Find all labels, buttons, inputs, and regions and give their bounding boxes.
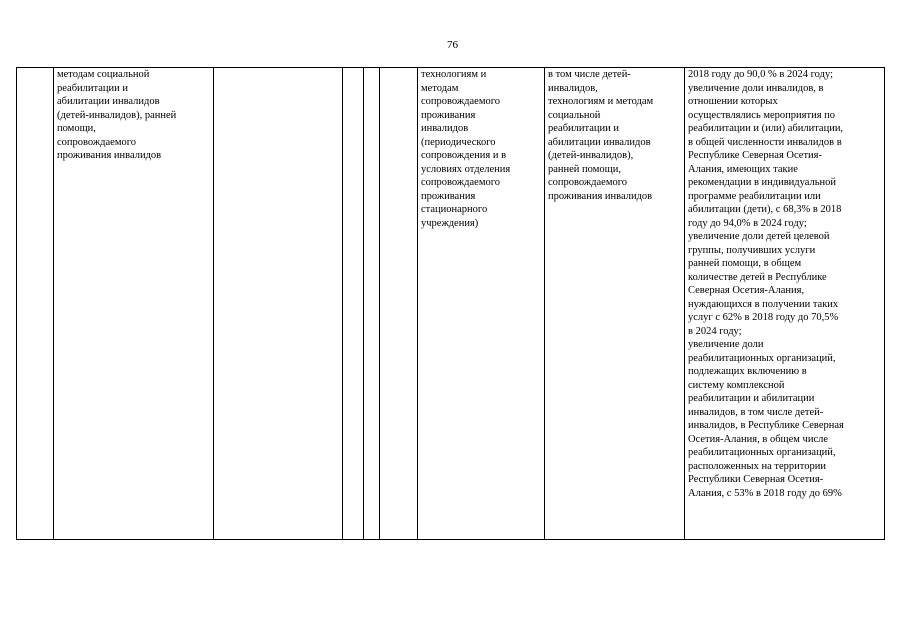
cell-text-line: проживания инвалидов [57, 150, 162, 161]
cell-text-line: помощи, [57, 123, 96, 134]
cell-text-line: абилитации инвалидов [57, 96, 160, 107]
cell-text-line: рекомендации в индивидуальной [688, 177, 837, 188]
cell-text-line: реабилитационных организаций, [688, 352, 836, 364]
cell-text-line: учреждения) [421, 217, 479, 229]
cell-text-line: программе реабилитации или [688, 190, 821, 202]
cell-text-line: инвалидов [421, 123, 469, 134]
table-cell-activity [54, 68, 214, 540]
cell-text-line: систему комплексной [688, 379, 785, 391]
cell-text-line: условиях отделения [421, 163, 511, 175]
cell-text-line: реабилитационных организаций, [688, 447, 836, 458]
table-cell-empty [343, 68, 364, 540]
cell-text-line: реабилитации и [57, 82, 128, 94]
cell-text-line: инвалидов, в Республике Северная [688, 420, 844, 431]
cell-text-line: в том числе детей- [548, 69, 631, 80]
cell-text-line: Алания, имеющих такие [688, 163, 798, 175]
cell-text-line: Республике Северная Осетия- [688, 150, 822, 161]
cell-text-line: услуг с 62% в 2018 году до 70,5% [688, 312, 839, 323]
cell-text-line: ранней помощи, в общем [688, 258, 802, 269]
cell-text-line: отношении которых [688, 96, 778, 107]
cell-text-line: году до 94,0% в 2024 году; [688, 217, 807, 229]
table-cell-technologies [418, 68, 545, 540]
cell-text-line: технологиям и [421, 69, 487, 80]
cell-text-line: абилитации (дети), с 68,3% в 2018 [688, 204, 842, 215]
cell-text-line: социальной [548, 109, 601, 121]
cell-text-line: технологиям и методам [548, 96, 654, 107]
table-cell-empty [364, 68, 380, 540]
cell-text-line: сопровождаемого [548, 177, 628, 188]
cell-text-line: (периодического [421, 136, 496, 148]
cell-text-line: нуждающихся в получении таких [688, 298, 839, 310]
cell-text-line: абилитации инвалидов [548, 136, 651, 148]
cell-text-line: увеличение доли [688, 339, 764, 350]
cell-text-line: реабилитации и абилитации [688, 393, 815, 404]
cell-text-line: (детей-инвалидов), [548, 150, 634, 161]
cell-text-line: сопровождения и в [421, 150, 507, 161]
table-row [17, 68, 885, 540]
cell-text-line: расположенных на территории [688, 460, 826, 472]
cell-text-line: реабилитации и (или) абилитации, [688, 123, 844, 134]
table-cell-index [17, 68, 54, 540]
cell-text-line: сопровождаемого [421, 96, 501, 107]
cell-text-line: сопровождаемого [421, 177, 501, 188]
cell-text-line: Республики Северная Осетия- [688, 474, 824, 485]
cell-text-line: проживания инвалидов [548, 190, 653, 202]
cell-text-line: увеличение доли детей целевой [688, 231, 830, 242]
table-cell-description [545, 68, 685, 540]
cell-text-line: реабилитации и [548, 123, 619, 134]
cell-text-line: сопровождаемого [57, 136, 137, 148]
cell-text-line: (детей-инвалидов), ранней [57, 109, 177, 121]
cell-text-line: проживания [421, 190, 476, 202]
table-cell-indicators [685, 68, 885, 540]
cell-text-line: методам [421, 82, 459, 94]
cell-text-line: группы, получивших услуги [688, 244, 816, 256]
cell-text-line: стационарного [421, 204, 488, 215]
cell-text-line: инвалидов, [548, 82, 598, 94]
cell-text-line: проживания [421, 109, 476, 121]
cell-text-line: Осетия-Алания, в общем числе [688, 433, 829, 445]
cell-text-line: инвалидов, в том числе детей- [688, 406, 824, 418]
cell-text-line: ранней помощи, [548, 163, 621, 175]
page-number: 76 [447, 39, 458, 51]
cell-text-line: в 2024 году; [688, 325, 742, 337]
cell-text-line: Алания, с 53% в 2018 году до 69% [688, 487, 842, 499]
cell-text-line: 2018 году до 90,0 % в 2024 году; [688, 69, 833, 80]
document-table [16, 67, 885, 540]
cell-text-line: осуществлялись мероприятия по [688, 109, 836, 121]
cell-text-line: в общей численности инвалидов в [688, 136, 842, 148]
table-cell-empty [214, 68, 343, 540]
cell-text-line: увеличение доли инвалидов, в [688, 82, 824, 94]
cell-text-line: подлежащих включению в [688, 366, 807, 377]
cell-text-line: количестве детей в Республике [688, 271, 827, 283]
cell-text-line: Северная Осетия-Алания, [688, 285, 805, 296]
table-cell-empty [380, 68, 418, 540]
cell-text-line: методам социальной [57, 69, 150, 80]
